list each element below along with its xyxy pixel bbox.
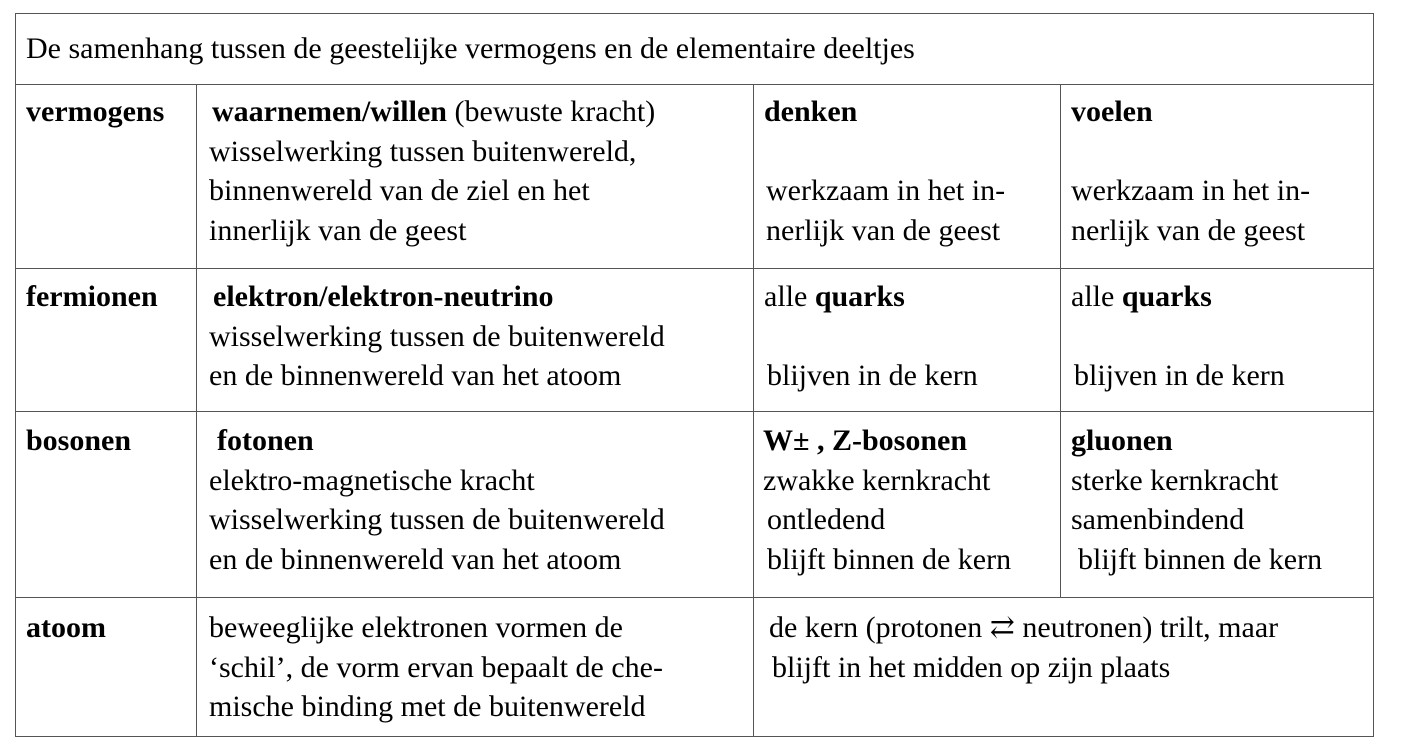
cell-line: de kern (protonen ⇄ neutronen) trilt, maar: [769, 611, 1279, 644]
cell-line: samenbindend: [1071, 503, 1245, 536]
row-label-atoom: atoom: [26, 611, 106, 644]
cell-line: blijft in het midden op zijn plaats: [772, 650, 1171, 684]
cell-line: werkzaam in het in-: [766, 174, 1006, 207]
cell-prefix: alle: [764, 280, 815, 313]
cell-line: nerlijk van de geest: [766, 213, 1001, 247]
cell-prefix: alle: [1071, 280, 1122, 313]
cell-line: sterke kernkracht: [1071, 463, 1279, 497]
cell-line: ontledend: [767, 503, 886, 536]
cell-fermionen-elektron: [209, 277, 665, 396]
row-divider: [16, 84, 1373, 85]
cell-line: beweeglijke elektronen vormen de: [209, 611, 623, 644]
cell-line: nerlijk van de geest: [1071, 213, 1306, 247]
cell-line: en de binnenwereld van het atoom: [209, 542, 622, 576]
cell-line: blijft binnen de kern: [767, 542, 1012, 576]
cell-atoom-kern: [769, 608, 1278, 687]
row-divider: [16, 597, 1373, 598]
cell-heading: quarks: [1121, 280, 1212, 313]
cell-heading: quarks: [814, 280, 905, 313]
cell-line: wisselwerking tussen de buitenwereld: [209, 503, 665, 536]
cell-bosonen-gluonen: [1071, 421, 1322, 579]
row-label-vermogens: vermogens: [26, 95, 165, 128]
table-title: De samenhang tussen de geestelijke vermogens en de elementaire deeltjes: [26, 32, 915, 65]
cell-vermogens-denken: [764, 92, 1005, 250]
cell-subheading: (bewuste kracht): [446, 95, 656, 128]
cell-bosonen-wz: [763, 421, 1011, 579]
cell-line: zwakke kernkracht: [763, 463, 991, 497]
cell-fermionen-quarks-2: [1071, 277, 1285, 396]
cell-line: blijven in de kern: [1074, 359, 1285, 392]
row-label-fermionen: fermionen: [26, 280, 158, 313]
cell-line: ‘schil’, de vorm ervan bepaalt de che-: [209, 650, 663, 684]
cell-heading: waarnemen/willen: [212, 95, 447, 128]
cell-atoom-elektronen: [209, 608, 663, 727]
column-divider: [1060, 84, 1061, 598]
row-label-bosonen: bosonen: [26, 424, 132, 457]
cell-heading: elektron/elektron-neutrino: [213, 280, 554, 313]
row-divider: [16, 411, 1373, 412]
cell-line: mische binding met de buitenwereld: [209, 690, 646, 723]
cell-line: wisselwerking tussen buitenwereld,: [209, 134, 637, 168]
cell-line: elektro-magnetische kracht: [209, 463, 535, 497]
cell-line: werkzaam in het in-: [1071, 174, 1311, 207]
cell-line: innerlijk van de geest: [209, 213, 467, 247]
cell-line: blijven in de kern: [767, 359, 978, 392]
cell-vermogens-voelen: [1071, 92, 1310, 250]
cell-line: binnenwereld van de ziel en het: [209, 174, 590, 207]
cell-heading: denken: [764, 95, 858, 128]
column-divider: [753, 84, 754, 736]
cell-heading: fotonen: [217, 424, 314, 457]
cell-line: en de binnenwereld van het atoom: [209, 359, 622, 392]
cell-heading: gluonen: [1071, 424, 1173, 457]
row-divider: [16, 268, 1373, 269]
cell-vermogens-waarnemen: [209, 92, 655, 250]
cell-line: wisselwerking tussen de buitenwereld: [209, 319, 665, 353]
cell-heading: W± , Z-bosonen: [763, 424, 968, 457]
cell-bosonen-fotonen: [209, 421, 665, 579]
cell-line: blijft binnen de kern: [1078, 542, 1323, 576]
cell-heading: voelen: [1071, 95, 1153, 128]
column-divider: [196, 84, 197, 736]
cell-fermionen-quarks-1: [764, 277, 978, 396]
